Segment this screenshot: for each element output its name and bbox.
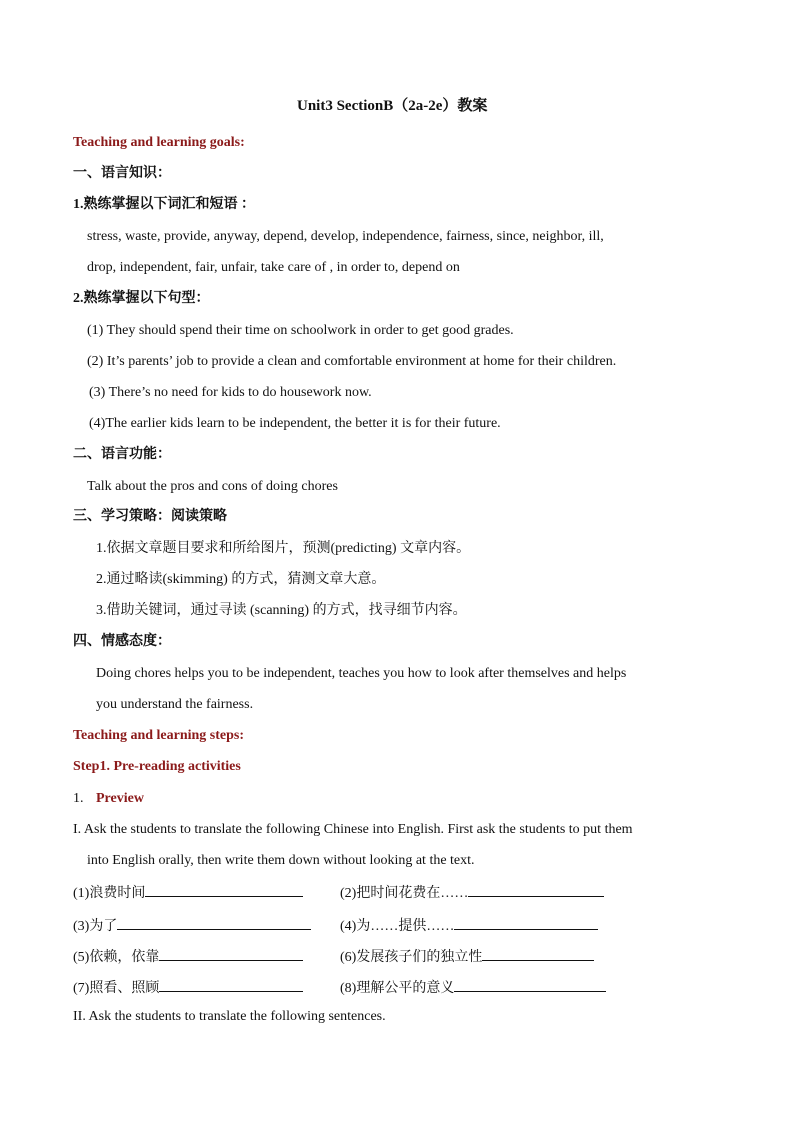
answer-blank[interactable] [117,916,311,930]
goals-heading: Teaching and learning goals: [73,135,245,150]
blank-item: (5)依赖，依靠 [73,947,303,965]
strategy-item: 3.借助关键词，通过寻读 (scanning) 的方式，找寻细节内容。 [96,603,467,618]
task1-text: I. Ask the students to translate the following Chinese into English. First ask the students to put them [73,822,633,837]
lang-function-heading: 二、语言功能： [73,447,171,462]
step1-heading: Step1. Pre-reading activities [73,759,241,774]
answer-blank[interactable] [159,947,303,961]
blank-item: (7)照看、照顾 [73,978,303,996]
strategy-item: 1.依据文章题目要求和所给图片，预测(predicting) 文章内容。 [96,541,471,556]
sentence-item: (3) There’s no need for kids to do housework now. [89,385,372,400]
sentence-item: (4)The earlier kids learn to be independent, the better it is for their future. [89,416,501,431]
task1-text: into English orally, then write them down without looking at the text. [87,853,475,868]
blank-item: (1)浪费时间 [73,883,303,901]
attitude-text: you understand the fairness. [96,697,254,712]
answer-blank[interactable] [145,883,303,897]
task2-text: II. Ask the students to translate the following sentences. [73,1009,386,1024]
strategy-heading: 三、学习策略：阅读策略 [73,509,227,524]
blank-item: (2)把时间花费在…… [340,883,604,901]
sentence-item: (2) It’s parents’ job to provide a clean and comfortable environment at home for their children. [87,354,617,369]
attitude-text: Doing chores helps you to be independent, teaches you how to look after themselves and helps [96,666,627,681]
sentence-heading: 2.熟练掌握以下句型： [73,291,210,306]
strategy-item: 2.通过略读(skimming) 的方式，猜测文章大意。 [96,572,386,587]
steps-heading: Teaching and learning steps: [73,728,245,743]
page-title: Unit3 SectionB（2a-2e）教案 [297,98,488,114]
sentence-item: (1) They should spend their time on schoolwork in order to get good grades. [87,323,514,338]
vocab-heading: 1.熟练掌握以下词汇和短语 ： [73,197,255,212]
answer-blank[interactable] [454,916,598,930]
lang-knowledge-heading: 一、语言知识： [73,166,171,181]
vocab-line: stress, waste, provide, anyway, depend, develop, independence, fairness, since, neighbor, ill, [87,229,604,244]
blank-item: (6)发展孩子们的独立性 [340,947,594,965]
answer-blank[interactable] [482,947,594,961]
vocab-line: drop, independent, fair, unfair, take care of , in order to, depend on [87,260,460,275]
preview-label: Preview [96,791,144,806]
attitude-heading: 四、情感态度： [73,634,171,649]
preview-number: 1. [73,791,84,806]
blank-item: (8)理解公平的意义 [340,978,606,996]
answer-blank[interactable] [468,883,604,897]
blank-item: (3)为了 [73,916,311,934]
lang-function-text: Talk about the pros and cons of doing chores [87,479,338,494]
answer-blank[interactable] [454,978,606,992]
answer-blank[interactable] [159,978,303,992]
blank-item: (4)为……提供…… [340,916,598,934]
